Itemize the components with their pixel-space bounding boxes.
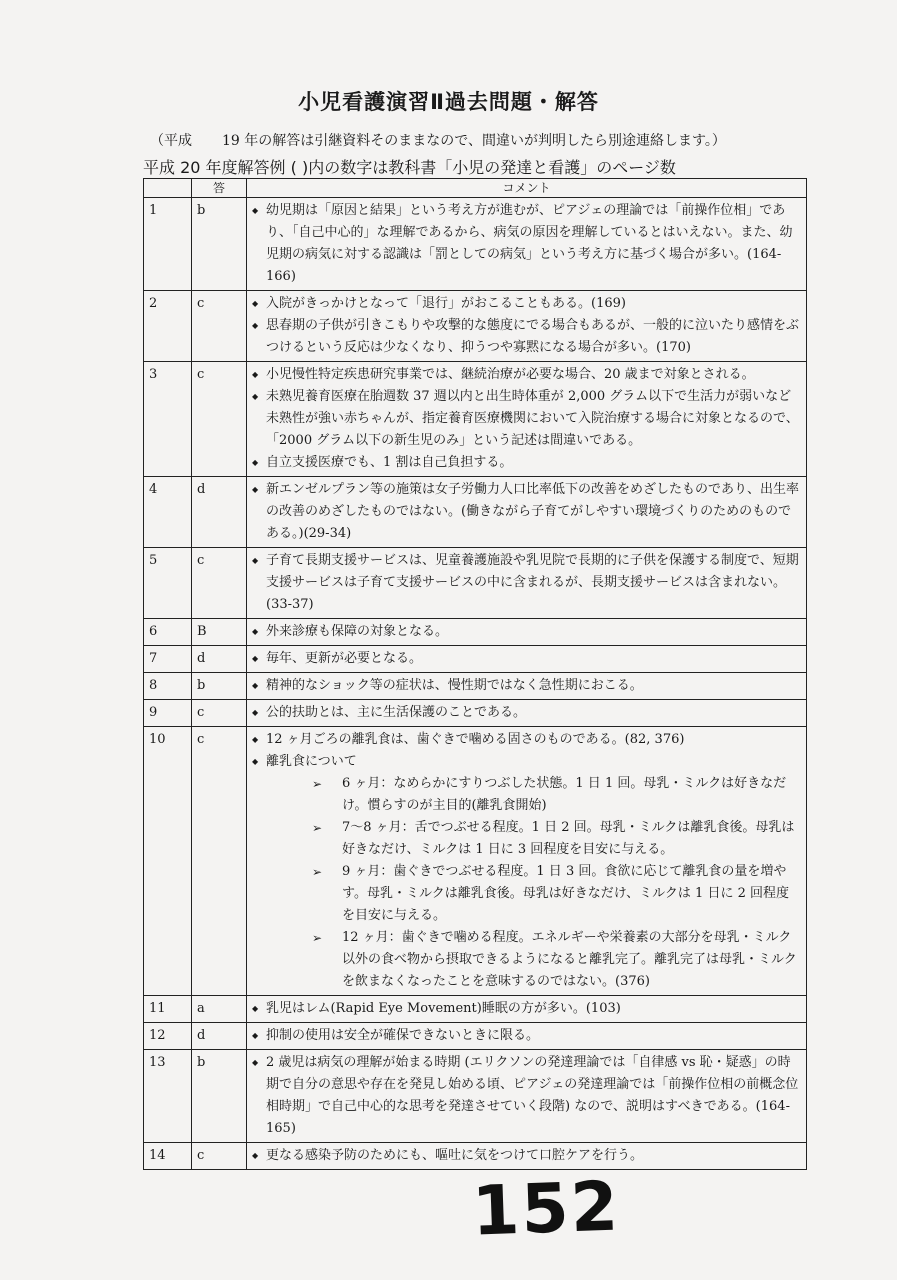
question-number: 7 [144,646,192,673]
question-number: 2 [144,291,192,362]
answer-cell: b [192,198,247,291]
comment-bullet: ◆ 精神的なショック等の症状は、慢性期ではなく急性期におこる。 [252,675,801,697]
answer-cell: d [192,646,247,673]
comment-bullet: ◆ 抑制の使用は安全が確保できないときに限る。 [252,1025,801,1047]
comment-bullet: ◆ 小児慢性特定疾患研究事業では、継続治療が必要な場合、20 歳まで対象とされる。 [252,364,801,386]
table-row [144,727,807,996]
table-row [144,291,807,362]
answer-cell: B [192,619,247,646]
question-number: 11 [144,996,192,1023]
answer-cell: d [192,1023,247,1050]
comment-bullet: ◆ 思春期の子供が引きこもりや攻撃的な態度にでる場合もあるが、一般的に泣いたり感情をぶつけるという反応は少なくなり、抑うつや寡黙になる場合が多い。(170) [252,315,801,359]
comment-cell [247,477,807,548]
answer-cell: c [192,362,247,477]
header-number [144,179,192,198]
weaning-stage: ➢ 9 ヶ月：歯ぐきでつぶせる程度。1 日 3 回。食欲に応じて離乳食の量を増やす。母乳・ミルクは離乳食後。母乳は好きなだけ、ミルクは 1 日に 2 回程度を目安に与える。 [312,861,801,927]
comment-bullet: ◆ 入院がきっかけとなって「退行」がおこることもある。(169) [252,293,801,315]
comment-cell [247,1050,807,1143]
comment-bullet: ◆ 自立支援医療でも、1 割は自己負担する。 [252,452,801,474]
answer-cell: b [192,1050,247,1143]
table-row [144,362,807,477]
comment-cell [247,1143,807,1170]
intro-note [150,130,726,150]
question-number: 12 [144,1023,192,1050]
table-row [144,198,807,291]
answer-cell: b [192,673,247,700]
comment-cell [247,619,807,646]
question-number: 9 [144,700,192,727]
answer-cell: c [192,1143,247,1170]
table-row [144,548,807,619]
table-row [144,673,807,700]
question-number: 10 [144,727,192,996]
question-number: 8 [144,673,192,700]
answer-cell: c [192,548,247,619]
handwritten-page-number: 152 [470,1167,622,1252]
comment-bullet: ◆ 公的扶助とは、主に生活保護のことである。 [252,702,801,724]
weaning-stage: ➢ 7〜8 ヶ月：舌でつぶせる程度。1 日 2 回。母乳・ミルクは離乳食後。母乳は好きなだけ、ミルクは 1 日に 3 回程度を目安に与える。 [312,817,801,861]
comment-bullet: ◆ 幼児期は「原因と結果」という考え方が進むが、ピアジェの理論では「前操作位相」であり、「自己中心的」な理解であるから、病気の原因を理解しているとはいえない。また、幼児期の病気に対する認識は「罰としての病気」という考え方に基づく場合が多い。(164-166) [252,200,801,288]
comment-bullet: ◆ 12 ヶ月ごろの離乳食は、歯ぐきで噛める固さのものである。(82, 376) [252,729,801,751]
question-number: 3 [144,362,192,477]
note-prefix: （平成 [150,133,192,149]
question-number: 1 [144,198,192,291]
header-comment: コメント [247,179,807,198]
table-row [144,619,807,646]
page-title: 小児看護演習Ⅱ過去問題・解答 [298,90,599,114]
table-row [144,1050,807,1143]
comment-cell [247,700,807,727]
comment-bullet: ◆ 更なる感染予防のためにも、嘔吐に気をつけて口腔ケアを行う。 [252,1145,801,1167]
comment-bullet: ◆ 外来診療も保障の対象となる。 [252,621,801,643]
question-number: 4 [144,477,192,548]
answer-cell: d [192,477,247,548]
weaning-stage-list [266,773,801,993]
comment-cell [247,727,807,996]
table-row [144,1143,807,1170]
table-row [144,1023,807,1050]
weaning-stage: ➢ 12 ヶ月：歯ぐきで噛める程度。エネルギーや栄養素の大部分を母乳・ミルク以外の食べ物から摂取できるようになると離乳完了。離乳完了は母乳・ミルクを飲まなくなったことを意味するのではない。(376) [312,927,801,993]
comment-bullet: ◆ 2 歳児は病気の理解が始まる時期 (エリクソンの発達理論では「自律感 vs 恥・疑惑」の時期で自分の意思や存在を発見し始める頃、ピアジェの発達理論では「前操作位相の前概念位相時期」で自己中心的な思考を発達させていく段階) なので、説明はすべきである。(164-165) [252,1052,801,1140]
comment-cell [247,1023,807,1050]
comment-bullet: ◆ 子育て長期支援サービスは、児童養護施設や乳児院で長期的に子供を保護する制度で、短期支援サービスは子育て支援サービスの中に含まれるが、長期支援サービスは含まれない。(33-37) [252,550,801,616]
question-number: 6 [144,619,192,646]
comment-cell [247,198,807,291]
subtitle: 平成 20 年度解答例 ( )内の数字は教科書「小児の発達と看護」のページ数 [143,158,676,177]
comment-bullet: ◆ 乳児はレム(Rapid Eye Movement)睡眠の方が多い。(103) [252,998,801,1020]
answer-table [143,178,807,1170]
answer-cell: c [192,700,247,727]
table-row [144,700,807,727]
comment-cell [247,646,807,673]
comment-bullet: 離乳食について [266,754,357,769]
weaning-stage: ➢ 6 ヶ月：なめらかにすりつぶした状態。1 日 1 回。母乳・ミルクは好きなだけ。慣らすのが主目的(離乳食開始) [312,773,801,817]
note-text: 19 年の解答は引継資料そのままなので、間違いが判明したら別途連絡します。） [222,133,726,149]
comment-bullet: ◆ 未熟児養育医療在胎週数 37 週以内と出生時体重が 2,000 グラム以下で生活力が弱いなど未熟性が強い赤ちゃんが、指定養育医療機関において入院治療する場合に対象となるので、「2000 グラム以下の新生児のみ」という記述は間違いである。 [252,386,801,452]
comment-cell [247,673,807,700]
answer-cell: c [192,727,247,996]
header-row [144,179,807,198]
comment-cell [247,362,807,477]
comment-bullet: ◆ 新エンゼルプラン等の施策は女子労働力人口比率低下の改善をめざしたものであり、出生率の改善のめざしたものではない。(働きながら子育てがしやすい環境づくりのためのものである。)(29-34) [252,479,801,545]
comment-cell [247,996,807,1023]
answer-cell: a [192,996,247,1023]
answer-cell: c [192,291,247,362]
question-number: 5 [144,548,192,619]
table-row [144,996,807,1023]
table-row [144,477,807,548]
comment-bullet-group [252,751,801,993]
table-row [144,646,807,673]
comment-cell [247,548,807,619]
comment-cell [247,291,807,362]
header-answer: 答 [192,179,247,198]
question-number: 13 [144,1050,192,1143]
question-number: 14 [144,1143,192,1170]
comment-bullet: ◆ 毎年、更新が必要となる。 [252,648,801,670]
